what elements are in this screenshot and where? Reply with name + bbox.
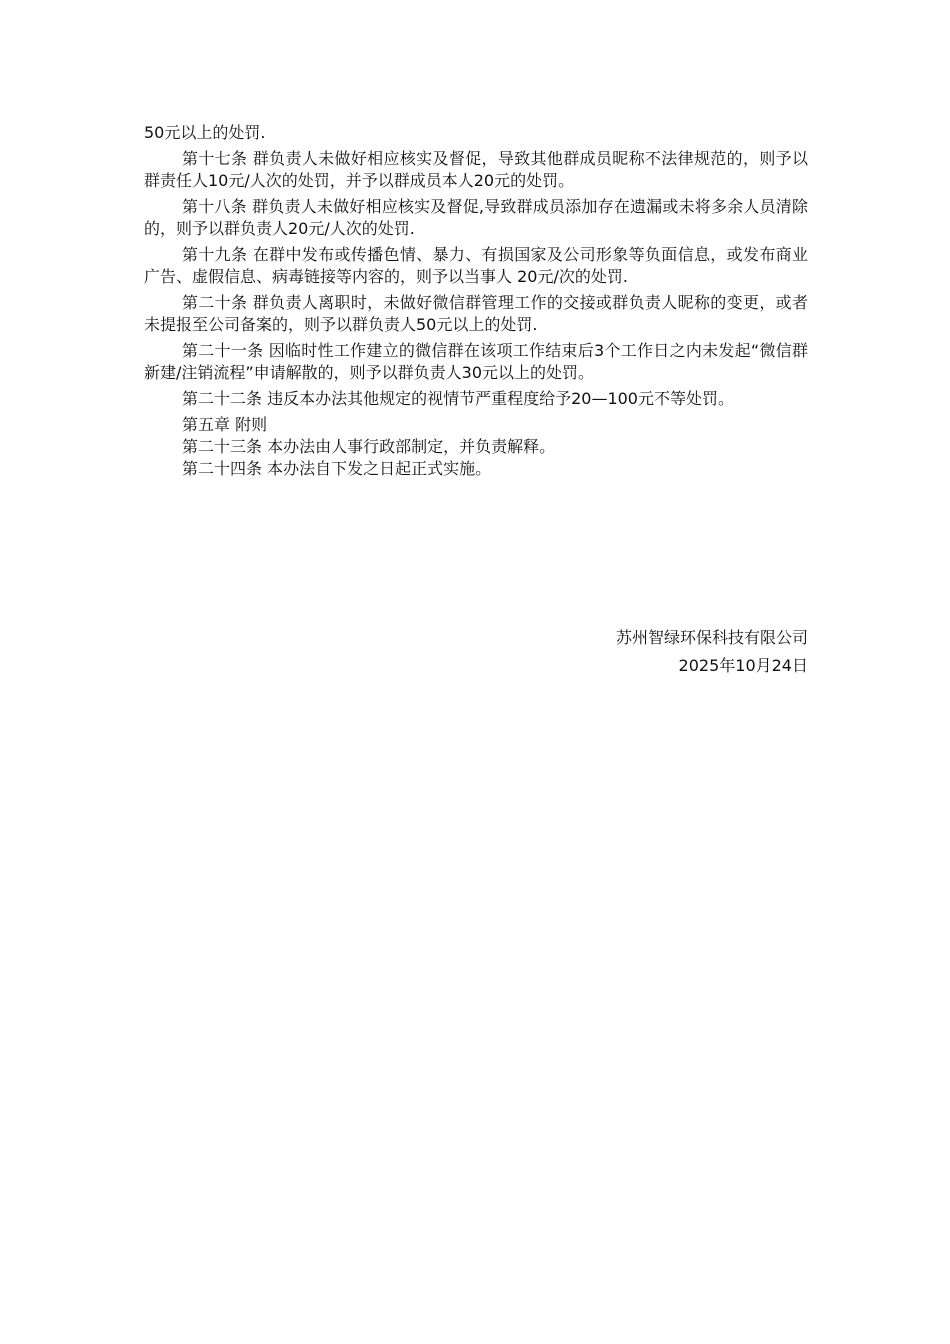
company-name: 苏州智绿环保科技有限公司 (615, 628, 808, 647)
article-17: 第十七条 群负责人未做好相应核实及督促，导致其他群成员昵称不法律规范的，则予以群责任人10元/人次的处罚，并予以群成员本人20元的处罚。 (144, 149, 808, 190)
issue-date: 2025年10月24日 (678, 656, 808, 675)
article-24: 第二十四条 本办法自下发之日起正式实施。 (182, 459, 492, 478)
document-body (144, 122, 808, 480)
article-22: 第二十二条 违反本办法其他规定的视情节严重程度给予20—100元不等处罚。 (182, 389, 734, 408)
article-18: 第十八条 群负责人未做好相应核实及督促,导致群成员添加存在遗漏或未将多余人员清除的，则予以群负责人20元/人次的处罚. (144, 197, 808, 238)
signature-block (616, 624, 808, 680)
article-23: 第二十三条 本办法由人事行政部制定，并负责解释。 (182, 437, 556, 456)
paragraph-continuation: 50元以上的处罚. (144, 123, 266, 142)
article-20: 第二十条 群负责人离职时，未做好微信群管理工作的交接或群负责人昵称的变更，或者未提报至公司备案的，则予以群负责人50元以上的处罚. (144, 293, 808, 334)
chapter-5-heading: 第五章 附则 (182, 415, 268, 434)
article-19: 第十九条 在群中发布或传播色情、暴力、有损国家及公司形象等负面信息，或发布商业广告、虚假信息、病毒链接等内容的，则予以当事人 20元/次的处罚. (144, 245, 808, 286)
article-21: 第二十一条 因临时性工作建立的微信群在该项工作结束后3个工作日之内未发起“微信群新建/注销流程”申请解散的，则予以群负责人30元以上的处罚。 (144, 341, 808, 382)
